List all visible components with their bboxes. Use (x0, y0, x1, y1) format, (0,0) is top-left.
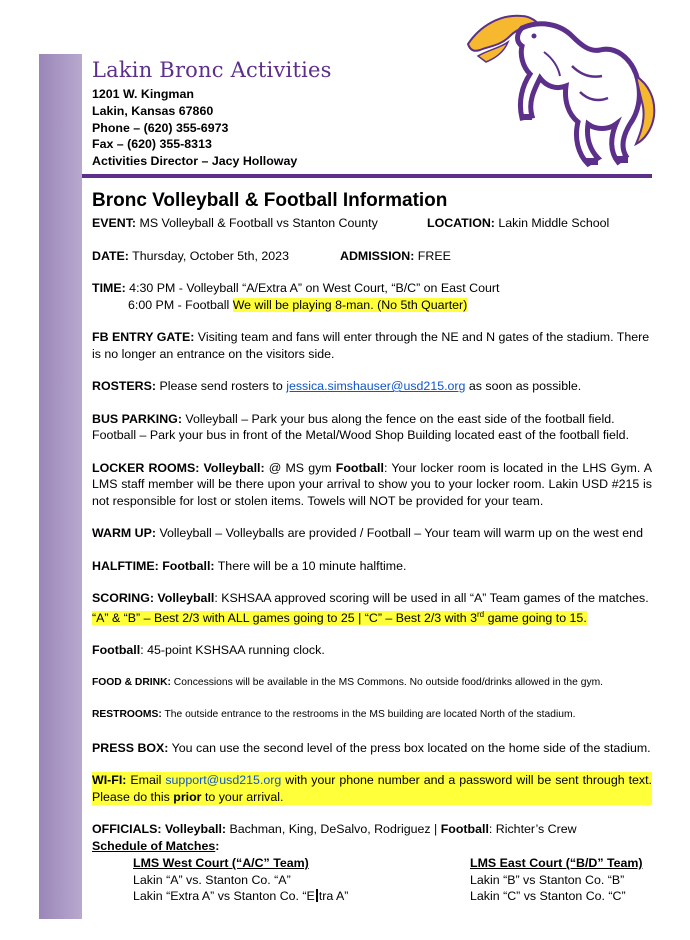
schedule-label: Schedule of Matches (92, 838, 216, 853)
text-cursor (316, 889, 318, 902)
halftime-label: HALFTIME: (92, 558, 159, 573)
halftime-text: There will be a 10 minute halftime. (214, 558, 407, 573)
pressbox-text: You can use the second level of the press box located on the home side of the stadium. (168, 740, 651, 755)
officials-fb-text: : Richter’s Crew (488, 822, 577, 837)
officials-line (92, 821, 652, 838)
bronco-horse-logo (460, 6, 660, 171)
date-label: DATE: (92, 248, 129, 263)
schedule-heading (92, 838, 652, 855)
west-court-heading: LMS West Court (“A/C” Team) (133, 856, 309, 871)
locker-fb-text: : Your locker room is located in the LHS Gym. A LMS staff member will be there upon your arrival to show you to your locker room. Lakin USD #215 is not responsible for lost or stolen items. Towels will NOT be provided for your team. (92, 460, 652, 508)
bus-football: Football – Park your bus in front of the Metal/Wood Shop Building located east of the football field. (92, 428, 630, 442)
date-value: Thursday, October 5th, 2023 (128, 248, 289, 263)
halftime-line (92, 558, 652, 575)
fb-gate-line-2: is no longer an entrance on the visitors side. (92, 346, 335, 361)
time-line-2 (92, 297, 652, 314)
food-text: Concessions will be available in the MS Commons. No outside food/drinks allowed in the gym. (170, 676, 604, 688)
scoring-text: : KSHSAA approved scoring will be used in all “A” Team games of the matches. (214, 591, 649, 605)
warmup-line (92, 525, 652, 542)
wifi-text-end: to your arrival. (201, 789, 284, 804)
rosters-text-end: as soon as possible. (465, 379, 582, 393)
time-label: TIME: (92, 281, 126, 295)
food-line (92, 675, 652, 692)
bus-volleyball: Volleyball – Park your bus along the fence on the east side of the football field. (181, 411, 615, 426)
ordinal-suffix: rd (477, 609, 485, 619)
phone-line: Phone – (620) 355-6973 (92, 120, 229, 135)
event-line (92, 215, 652, 232)
document-body (92, 189, 652, 905)
scoring-detail-text: “A” & “B” – Best 2/3 with ALL games going to 25 | “C” – Best 2/3 with 3 (92, 610, 477, 625)
director-line: Activities Director – Jacy Holloway (92, 154, 298, 169)
location-value: Lakin Middle School (494, 216, 610, 230)
football-clock-line (92, 642, 652, 659)
football-format-note: We will be playing 8-man. (No 5th Quarter) (232, 297, 468, 312)
bus-label: BUS PARKING: (92, 411, 182, 426)
rosters-email-link[interactable]: jessica.simshauser@usd215.org (286, 379, 466, 393)
event-value: MS Volleyball & Football vs Stanton County (136, 216, 378, 230)
page-title: Bronc Volleyball & Football Information (92, 190, 448, 211)
restrooms-line (92, 707, 652, 724)
wifi-text-mid: with your phone number and a password will be sent through text. Please do this (92, 773, 652, 804)
address-line: Lakin, Kansas 67860 (92, 103, 214, 118)
location-field (427, 215, 609, 232)
pressbox-line (92, 740, 652, 757)
time-line-1 (92, 280, 652, 297)
location-label: LOCATION: (427, 216, 495, 230)
scoring-detail (92, 607, 652, 627)
schedule-table (92, 855, 652, 905)
locker-label: LOCKER ROOMS: (92, 460, 200, 475)
wifi-email[interactable]: support@usd215.org (165, 773, 282, 788)
rosters-line (92, 378, 652, 395)
wifi-prior: prior (173, 789, 202, 804)
fax-line: Fax – (620) 355-8313 (92, 137, 212, 152)
restrooms-label: RESTROOMS: (92, 709, 162, 721)
wifi-paragraph (92, 772, 652, 805)
west-court-column (133, 855, 348, 905)
wifi-label: WI-FI: (92, 773, 127, 788)
east-match-2: Lakin “C” vs Stanton Co. “C” (470, 889, 626, 904)
football-clock-text: : 45-point KSHSAA running clock. (140, 643, 325, 658)
header-divider (82, 174, 652, 178)
officials-vb-text: Bachman, King, DeSalvo, Rodriguez | (226, 822, 441, 837)
bus-line (92, 411, 652, 428)
football-label: Football (92, 643, 141, 658)
west-match-1: Lakin “A” vs. Stanton Co. “A” (133, 872, 291, 887)
pressbox-label: PRESS BOX: (92, 740, 169, 755)
east-court-column (470, 855, 643, 905)
admission-value: FREE (414, 248, 451, 263)
org-name: Lakin Bronc Activities (92, 58, 332, 82)
address-block (92, 86, 297, 170)
locker-vb-text: @ MS gym (264, 460, 336, 475)
scoring-line (92, 590, 652, 607)
halftime-fb-label: Football: (158, 558, 215, 573)
west-match-2 (133, 888, 348, 905)
scoring-vb-label: Volleyball (153, 591, 215, 605)
west-match-2-text: Lakin “Extra A” vs Stanton Co. “E (133, 889, 315, 904)
east-match-1: Lakin “B” vs Stanton Co. “B” (470, 872, 625, 887)
wifi-text: Email (126, 773, 166, 788)
rosters-text: Please send rosters to (156, 379, 287, 393)
locker-vb-label: Volleyball: (199, 460, 265, 475)
date-line (92, 248, 652, 265)
food-label: FOOD & DRINK: (92, 676, 171, 688)
locker-fb-label: Football (335, 460, 384, 475)
scoring-highlight (92, 611, 587, 625)
officials-label: OFFICIALS: (92, 822, 162, 837)
officials-fb-label: Football (440, 822, 489, 837)
locker-rooms-paragraph (92, 460, 652, 510)
fb-gate-text: Visiting team and fans will enter through the NE and N gates of the stadium. There (194, 330, 650, 344)
west-match-2-end: tra A” (318, 889, 349, 904)
schedule-colon: : (215, 838, 220, 853)
officials-vb-label: Volleyball: (161, 822, 227, 837)
event-label: EVENT: (92, 216, 137, 230)
address-line: 1201 W. Kingman (92, 87, 194, 101)
admission-field (340, 248, 451, 265)
time-football: 6:00 PM - Football (128, 297, 233, 312)
purple-sidebar (39, 54, 82, 919)
east-court-heading: LMS East Court (“B/D” Team) (470, 856, 643, 871)
admission-label: ADMISSION: (340, 248, 415, 263)
warmup-text: Volleyball – Volleyballs are provided / Football – Your team will warm up on the west end (156, 526, 643, 540)
fb-gate-line (92, 329, 652, 346)
scoring-detail-end: game going to 15. (484, 610, 587, 625)
rosters-label: ROSTERS: (92, 379, 157, 393)
time-volleyball: 4:30 PM - Volleyball “A/Extra A” on West Court, “B/C” on East Court (125, 281, 500, 295)
scoring-label: SCORING: (92, 591, 154, 605)
restrooms-text: The outside entrance to the restrooms in the MS building are located North of the stadium. (161, 709, 576, 721)
fb-gate-label: FB ENTRY GATE: (92, 330, 195, 344)
warmup-label: WARM UP: (92, 526, 157, 540)
